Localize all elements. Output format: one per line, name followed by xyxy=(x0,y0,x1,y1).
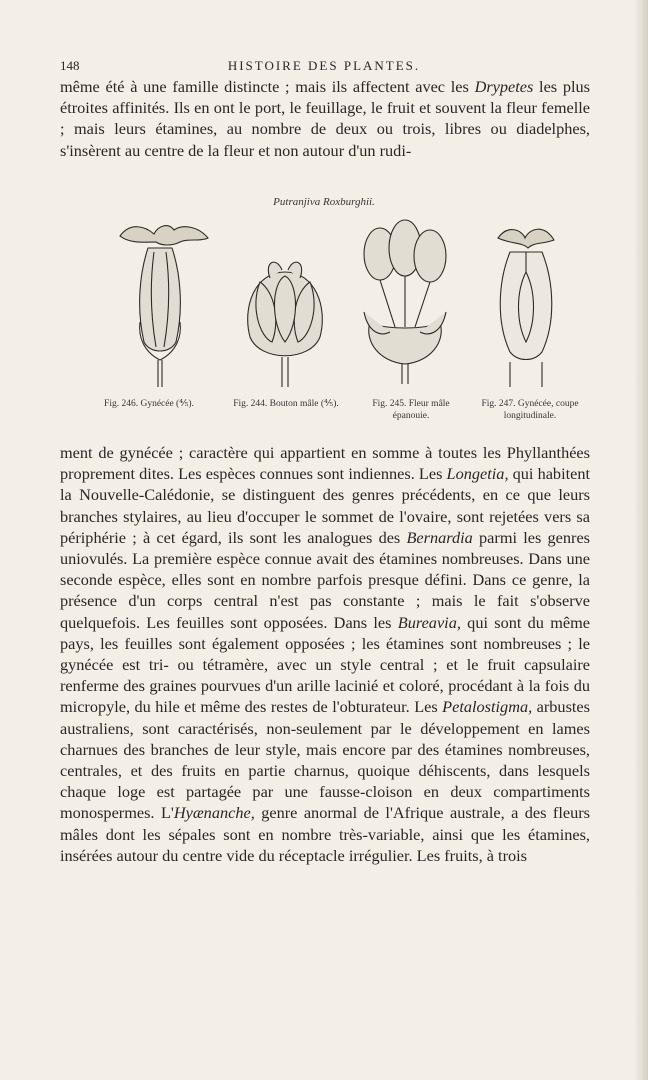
paragraph-main xyxy=(60,442,590,866)
paragraph-top-text xyxy=(60,76,590,161)
text-run: ment de gynécée ; caractère qui appartient en somme à toutes les Phyllanthées proprement dites. Les espèces connues sont indiennes. Les xyxy=(60,443,590,484)
paragraph-main-text xyxy=(60,442,590,866)
fig-245-open-male-flower-illustration xyxy=(350,212,460,387)
italic-taxon-name: Hyænanche, xyxy=(173,803,255,823)
caption-fig-246: Fig. 246. Gynécée (⅘). xyxy=(104,399,194,409)
fig-244-male-bud-illustration xyxy=(230,212,340,387)
running-header xyxy=(60,58,588,78)
italic-taxon-name: Drypetes xyxy=(474,77,534,96)
page-edge-shadow xyxy=(634,0,648,1080)
figure-species-caption: Putranjiva Roxburghii. xyxy=(273,196,375,208)
page-number: 148 xyxy=(60,58,80,73)
text-run: qui habitent la Nouvelle-Calédonie, se distinguent des genres précédents, en ce que leurs branches stylaires, au lieu d'occuper le sommet de l'ovaire, sont rejetées vers sa périphérie ; à cet égard, ils sont les analogues des xyxy=(60,464,591,547)
italic-taxon-name: Bureavia, xyxy=(397,612,461,632)
running-title: HISTOIRE DES PLANTES. xyxy=(227,58,421,73)
text-run: les plus étroites affinités. Ils en ont le port, le feuillage, le fruit et souvent la fleur femelle ; mais leurs étamines, au nombre de deux ou trois, libres ou diadelphes, s'insèrent au centre de la fleur et non autour d'un rudi- xyxy=(60,77,591,160)
figure-plate xyxy=(90,212,590,392)
fig-247-longitudinal-section-illustration xyxy=(470,212,580,387)
italic-taxon-name: Bernardia xyxy=(406,527,473,547)
caption-fig-244: Fig. 244. Bouton mâle (⅘). xyxy=(233,399,339,409)
text-run: qui sont du même pays, les feuilles sont également opposées ; les étamines sont nombreuses ; le gynécée est tri- ou tétramère, avec un style central ; et le fruit capsulaire renferme des graines pourvues d'un arille lacinié et coloré, procédant à la fois du micropyle, du hile et même des restes de l'obturateur. Les xyxy=(60,612,590,717)
text-run: parmi les genres uniovulés. La première espèce connue avait des étamines nombreuses. Dans une seconde espèce, elles sont en nombre parfois presque défini. Dans ce genre, la présence d'un corps central n'est pas constante ; mais le fait s'observe quelquefois. Les feuilles sont opposées. Dans les xyxy=(60,527,591,632)
text-run: même été à une famille distincte ; mais ils affectent avec les xyxy=(60,77,475,96)
text-run: arbustes australiens, sont caractérisés, non-seulement par le développement en lames charnues des branches de leur style, mais encore par des étamines nombreuses, centrales, et des fruits en partie charnus, quoique déhiscents, dans lesquels chaque loge est partagée par une fausse-cloison en deux compartiments monospermes. L' xyxy=(60,697,590,823)
caption-fig-247: Fig. 247. Gynécée, coupe longitudinale. xyxy=(481,399,579,421)
caption-fig-245: Fig. 245. Fleur mâle épanouie. xyxy=(372,399,450,421)
paragraph-top xyxy=(60,76,590,161)
italic-taxon-name: Petalostigma, xyxy=(442,697,533,717)
fig-246-gynoecium-illustration xyxy=(110,212,220,387)
text-run: genre anormal de l'Afrique australe, a des fleurs mâles dont les sépales sont en nombre très-variable, ainsi que les étamines, insérées autour du centre vide du réceptacle irrégulier. Les fruits, à trois xyxy=(60,803,590,865)
italic-taxon-name: Longetia, xyxy=(446,464,509,484)
